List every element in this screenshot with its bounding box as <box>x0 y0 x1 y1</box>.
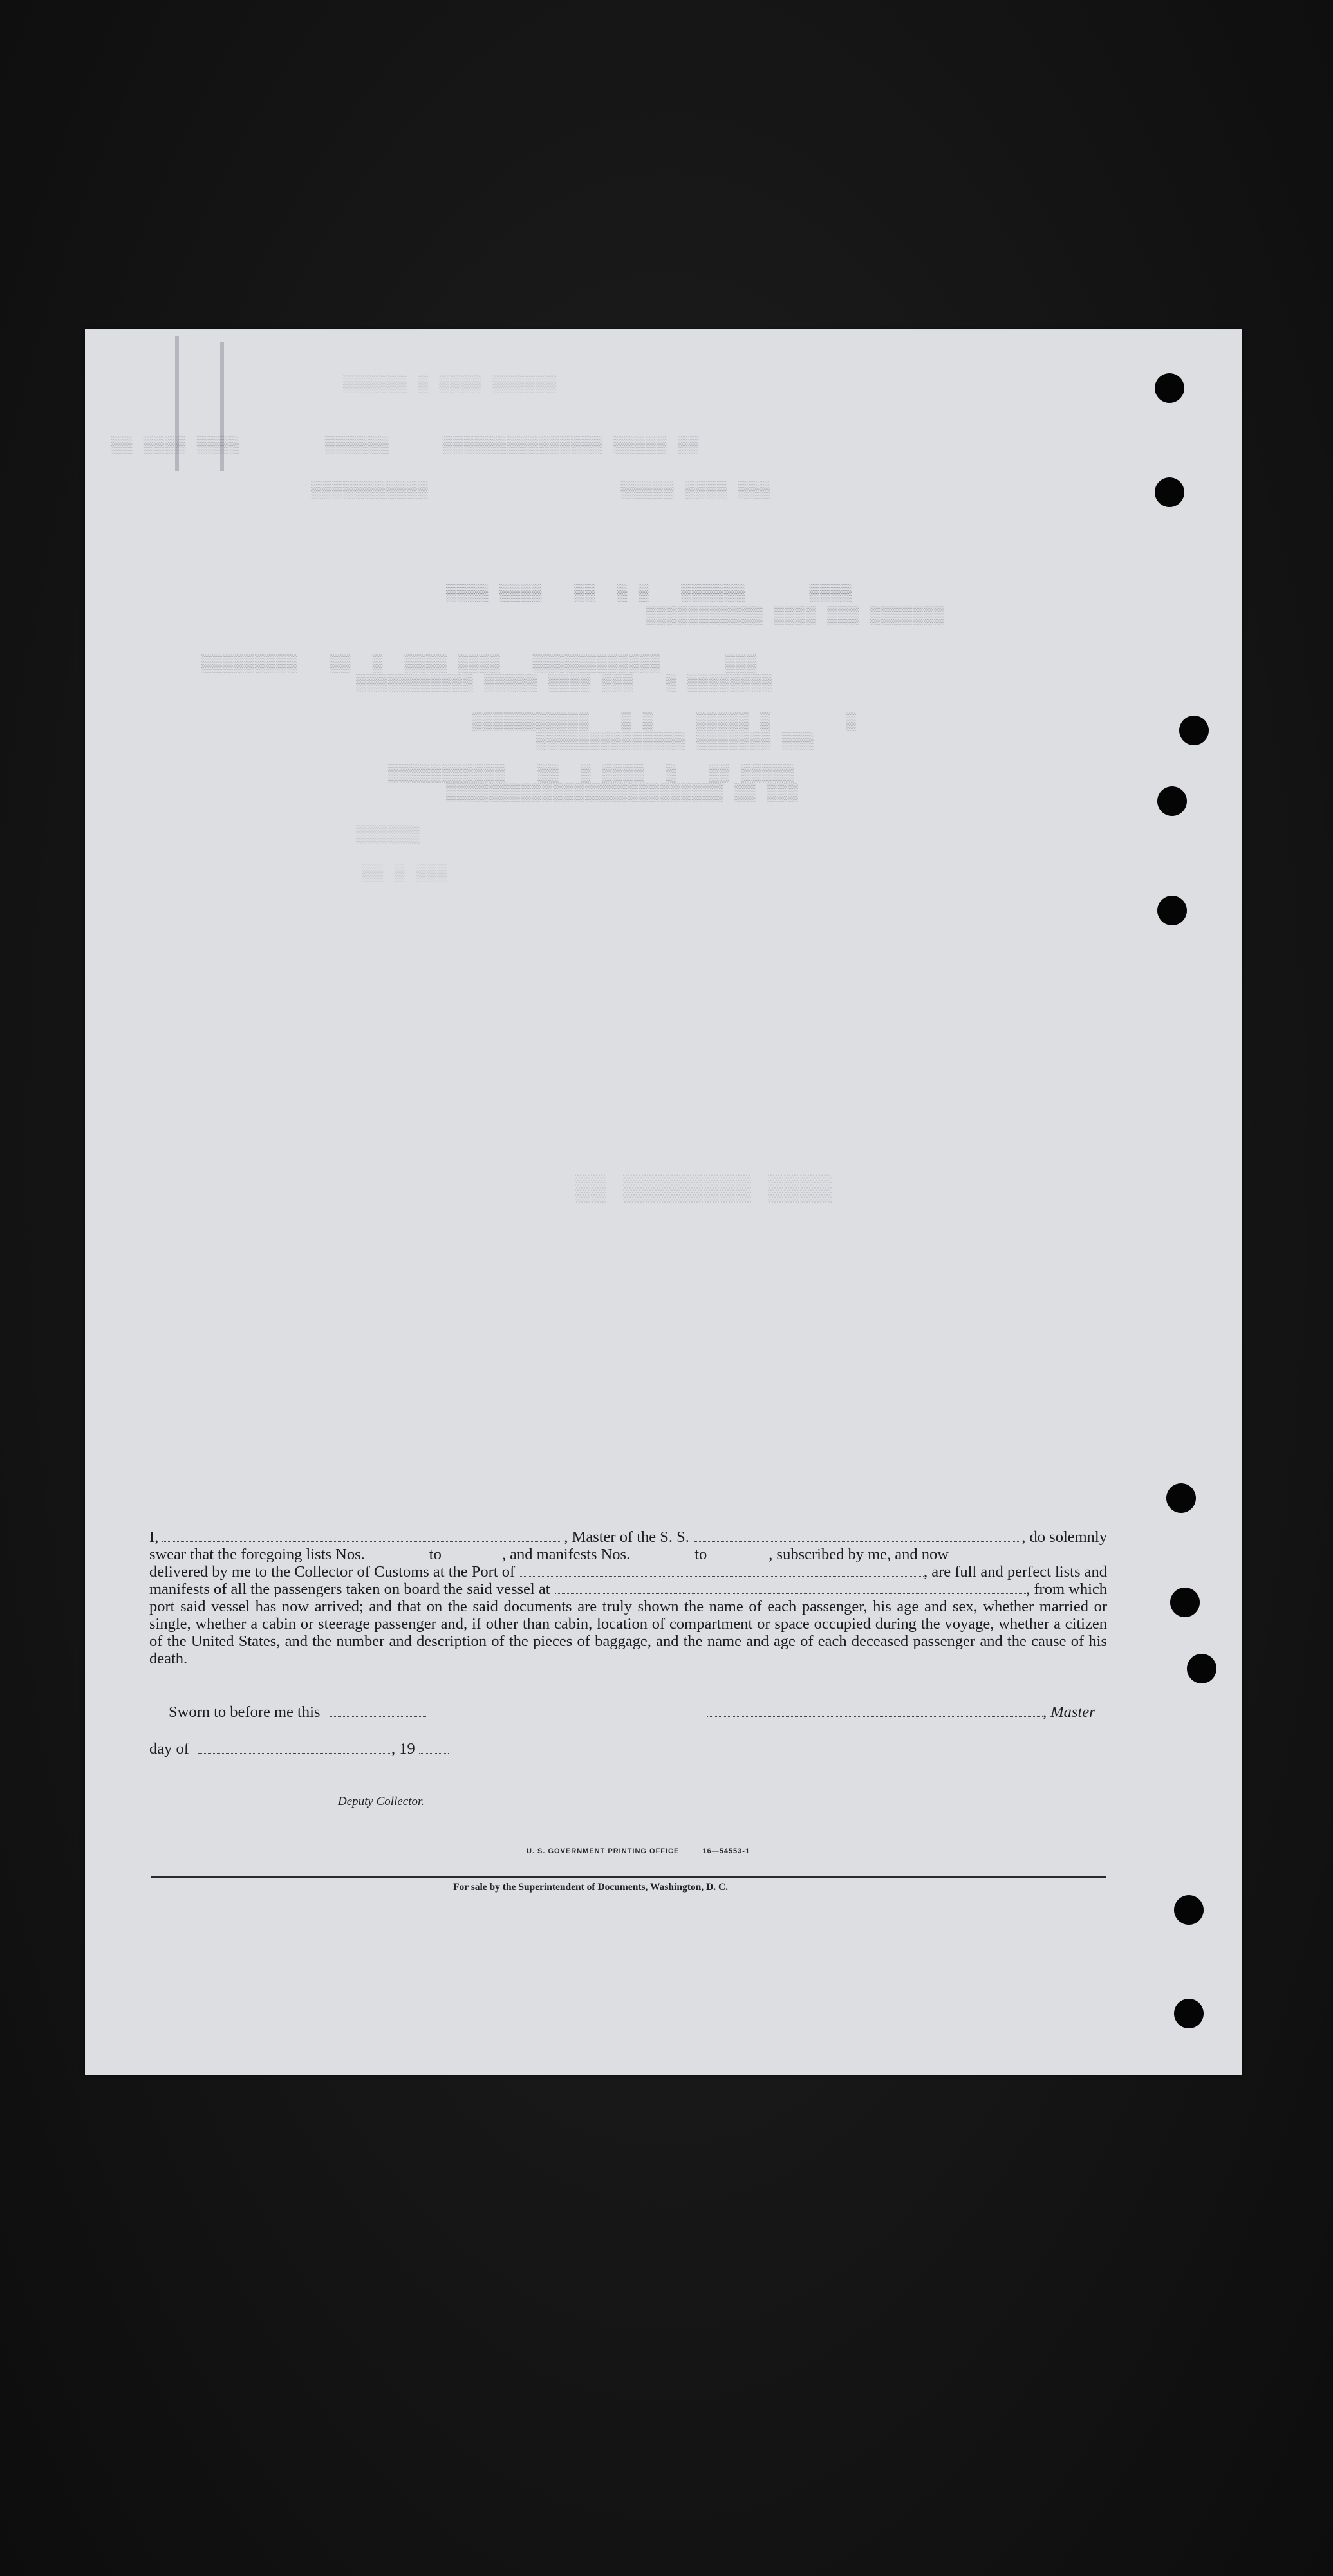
punch-hole <box>1174 1895 1204 1925</box>
sworn-text: Sworn to before me this <box>169 1703 321 1721</box>
bleed-through-text: ▒▒▒ ▒ ▒▒ <box>362 864 447 883</box>
vessel-name-blank <box>694 1530 1021 1542</box>
punch-hole <box>1187 1654 1216 1683</box>
day-of-row <box>149 1740 449 1758</box>
list-from-blank <box>369 1547 425 1559</box>
bleed-through-text: ▒▒▒▒▒▒ <box>355 825 420 844</box>
punch-hole <box>1157 786 1187 816</box>
punch-hole <box>1157 896 1187 925</box>
sworn-date-blank <box>330 1705 426 1717</box>
list-to-blank <box>445 1547 502 1559</box>
oath-solemnly: , do solemnly <box>1021 1528 1107 1546</box>
bleed-through-text: ▒▒▒▒ ▒▒▒▒▒▒ ▒ ▒ ▒▒ ▒▒▒▒ ▒▒▒▒ <box>445 584 852 603</box>
manifest-to-blank <box>711 1547 769 1559</box>
master-signature-row <box>707 1703 1095 1721</box>
bleed-through-text: ▒▒▒ ▒▒▒▒▒▒▒ ▒▒▒▒▒▒▒▒▒▒▒▒▒▒ <box>536 732 814 751</box>
oath-to-1: to <box>429 1546 442 1563</box>
oath-vessel-at: manifests of all the passengers taken on board the said vessel at <box>149 1580 550 1598</box>
punch-hole <box>1155 373 1184 403</box>
bleed-through-text: ▒▒▒ ▒▒▒▒▒▒▒▒▒▒▒▒ ▒▒▒▒ ▒▒▒▒ ▒ ▒▒ ▒▒▒▒▒▒▒▒▒ <box>201 654 757 674</box>
year-prefix: , 19 <box>391 1740 415 1757</box>
punch-hole <box>1155 477 1184 507</box>
oath-line-2 <box>149 1546 1107 1563</box>
printing-office: U. S. GOVERNMENT PRINTING OFFICE <box>527 1848 680 1855</box>
oath-full-perfect: , are full and perfect lists and <box>923 1563 1107 1580</box>
master-signature-blank <box>707 1705 1043 1717</box>
bleed-through-text: ▒▒▒ ▒▒▒▒ ▒▒▒▒▒ ▒▒▒▒▒▒▒▒▒▒▒ <box>310 481 770 500</box>
printing-office-row <box>527 1840 750 1858</box>
oath-i: I, <box>149 1528 159 1546</box>
oath-manifests: , and manifests Nos. <box>501 1546 631 1563</box>
oath-list-nos: swear that the foregoing lists Nos. <box>149 1546 365 1563</box>
year-blank <box>419 1741 449 1754</box>
oath-line-3 <box>149 1563 1107 1580</box>
port-blank <box>520 1564 924 1577</box>
bleed-through-text: ▒▒▒▒▒▒▒ ▒▒▒ ▒▒▒▒ ▒▒▒▒▒▒▒▒▒▒▒ <box>645 606 944 625</box>
bleed-through-text: ▒▒▒▒▒▒▒▒ ▒ ▒▒▒ ▒▒▒▒ ▒▒▒▒▒ ▒▒▒▒▒▒▒▒▒▒▒ <box>355 674 772 693</box>
bleed-through-text: ▒▒ ▒▒▒▒▒ ▒▒▒▒▒▒▒▒▒▒▒▒▒▒▒ ▒▒▒▒▒▒ ▒▒▒▒ ▒▒▒▒ ▒▒ <box>111 436 699 455</box>
sworn-row <box>169 1703 426 1721</box>
printing-number: 16—54553-1 <box>702 1848 750 1855</box>
manifest-from-blank <box>635 1547 689 1559</box>
punch-hole <box>1166 1483 1196 1513</box>
punch-hole <box>1179 716 1209 745</box>
oath-to-2: to <box>694 1546 707 1563</box>
oath-body: port said vessel has now arrived; and that on the said documents are truly shown the name of each passenger, his age and sex, whether married or single, whether a cabin or steerage passenger and, if other than cabin, location of compartment or space occupied during the voyage, whether a citizen of the United States, and the number and description of the pieces of baggage, and the name and age of each deceased passenger and the cause of his death. <box>149 1598 1107 1667</box>
bleed-through-text: ▒▒▒▒▒▒ ▒▒▒▒ ▒ ▒▒▒▒▒▒ <box>342 375 557 394</box>
footer-rule <box>151 1876 1106 1878</box>
punch-hole <box>1174 1999 1204 2028</box>
bleed-through-text: ▒▒▒ ▒▒ ▒▒▒▒▒▒▒▒▒▒▒▒▒▒▒▒▒▒▒▒▒▒▒▒▒▒ <box>445 783 798 802</box>
departure-port-blank <box>555 1582 1027 1594</box>
oath-port-of: delivered by me to the Collector of Customs at the Port of <box>149 1563 516 1580</box>
for-sale-note: For sale by the Superintendent of Documents, Washington, D. C. <box>453 1882 729 1893</box>
bleed-through-text: ▒▒▒▒ ▒▒▒▒▒▒▒▒ ▒▒ <box>574 1176 832 1205</box>
master-name-blank <box>162 1530 561 1542</box>
oath-line-1 <box>149 1528 1107 1546</box>
master-label: , Master <box>1043 1703 1095 1721</box>
day-of-blank <box>198 1741 391 1754</box>
bleed-through-text: ▒ ▒ ▒▒▒▒▒ ▒ ▒ ▒▒▒▒▒▒▒▒▒▒▒ <box>471 712 856 732</box>
oath-master-of-ss: , Master of the S. S. <box>564 1528 689 1546</box>
bleed-through-text: ▒▒▒▒▒ ▒▒ ▒ ▒▒▒▒ ▒ ▒▒ ▒▒▒▒▒▒▒▒▒▒▒ <box>387 764 794 783</box>
document-page <box>85 329 1242 2075</box>
oath-paragraph <box>149 1528 1107 1667</box>
day-of-text: day of <box>149 1740 189 1757</box>
oath-from-which: , from which <box>1026 1580 1107 1598</box>
oath-line-4 <box>149 1580 1107 1598</box>
oath-subscribed: , subscribed by me, and now <box>769 1546 949 1563</box>
punch-hole <box>1170 1588 1200 1617</box>
deputy-collector-label: Deputy Collector. <box>338 1795 425 1808</box>
